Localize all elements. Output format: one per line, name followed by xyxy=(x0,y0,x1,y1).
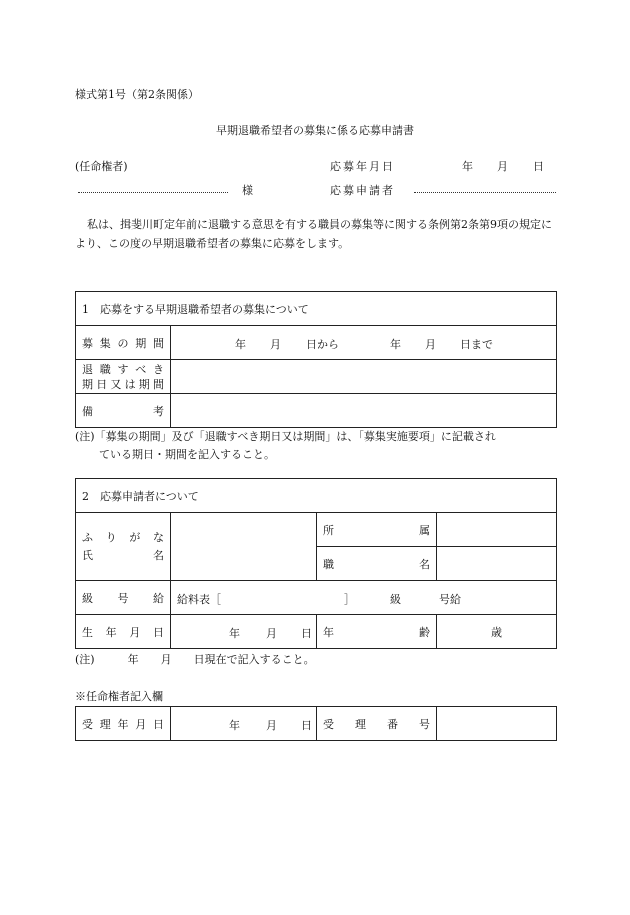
period-start-year: 年 xyxy=(235,337,246,351)
remarks-value-cell[interactable] xyxy=(171,394,557,428)
receipt-date-label: 受 理 年 月 日 xyxy=(82,717,164,731)
affiliation-label-cell xyxy=(317,513,437,547)
dob-month: 月 xyxy=(266,626,277,640)
grade-gokyu: 号給 xyxy=(439,592,461,606)
grade-label: 級 号 給 xyxy=(82,591,164,605)
salary-bracket-close: ］ xyxy=(344,592,355,606)
period-start-day: 日から xyxy=(306,337,339,351)
affiliation-label: 所 属 xyxy=(323,523,430,537)
section1-table xyxy=(75,291,557,428)
grade-value-cell[interactable] xyxy=(171,581,557,615)
age-label-cell xyxy=(317,615,437,649)
section3-table xyxy=(75,706,557,741)
apply-date-label: 応募年月日 xyxy=(330,160,395,173)
applicant-name-line[interactable] xyxy=(414,192,556,193)
affiliation-value-cell[interactable] xyxy=(437,513,557,547)
period-start-month: 月 xyxy=(270,337,281,351)
remarks-label: 備 考 xyxy=(82,404,164,418)
period-label-cell xyxy=(76,326,171,360)
name-label: 氏 名 xyxy=(82,548,164,562)
age-label: 年 齢 xyxy=(323,625,430,639)
period-value-cell[interactable] xyxy=(171,326,557,360)
furigana-label: ふ り が な xyxy=(82,530,164,544)
period-end-month: 月 xyxy=(425,337,436,351)
applicant-label: 応募申請者 xyxy=(330,184,395,197)
form-number: 様式第1号（第2条関係） xyxy=(75,88,199,101)
document-title: 早期退職希望者の募集に係る応募申請書 xyxy=(216,124,414,137)
grade-kyu: 級 xyxy=(390,592,401,606)
receipt-date-label-cell xyxy=(76,707,171,741)
age-value-cell[interactable] xyxy=(437,615,557,649)
remarks-label-cell xyxy=(76,394,171,428)
receipt-number-label-cell xyxy=(317,707,437,741)
retire-label-line2: 期 日 又 は 期 間 xyxy=(82,377,164,391)
grade-label-cell xyxy=(76,581,171,615)
section1-note-line1: (注)「募集の期間」及び「退職すべき期日又は期間」は、「募集実施要項」に記載され xyxy=(75,430,496,443)
dob-label: 生 年 月 日 xyxy=(82,625,164,639)
position-value-cell[interactable] xyxy=(437,547,557,581)
appointer-name-line[interactable] xyxy=(78,192,228,193)
period-end-day: 日まで xyxy=(460,337,493,351)
section1-note-line2: ている期日・期間を記入すること。 xyxy=(99,448,275,461)
receipt-month: 月 xyxy=(266,718,277,732)
intro-paragraph: 私は、揖斐川町定年前に退職する意思を有する職員の募集等に関する条例第2条第9項の規定により、この度の早期退職希望者の募集に応募をします。 xyxy=(75,218,552,250)
retire-label-line1: 退 職 す べ き xyxy=(82,362,164,376)
apply-month: 月 xyxy=(497,160,508,173)
period-end-year: 年 xyxy=(390,337,401,351)
section3-heading: ※任命権者記入欄 xyxy=(75,690,163,703)
receipt-number-label: 受 理 番 号 xyxy=(323,717,430,731)
section2-note: (注) 年 月 日現在で記入すること。 xyxy=(75,653,315,666)
receipt-day: 日 xyxy=(301,718,312,732)
salary-table-label: 給料表［ xyxy=(177,592,221,606)
apply-day: 日 xyxy=(533,160,544,173)
receipt-year: 年 xyxy=(229,718,240,732)
receipt-date-value-cell[interactable] xyxy=(171,707,317,741)
section2-heading: 2 応募申請者について xyxy=(76,479,557,513)
age-unit: 歳 xyxy=(491,625,502,639)
name-value-cell[interactable] xyxy=(171,513,317,581)
apply-year: 年 xyxy=(462,160,473,173)
position-label-cell xyxy=(317,547,437,581)
furigana-name-label-cell xyxy=(76,513,171,581)
retire-label-cell xyxy=(76,360,171,394)
dob-value-cell[interactable] xyxy=(171,615,317,649)
dob-year: 年 xyxy=(229,626,240,640)
section1-heading: 1 応募をする早期退職希望者の募集について xyxy=(76,292,557,326)
receipt-number-value-cell[interactable] xyxy=(437,707,557,741)
position-label: 職 名 xyxy=(323,557,430,571)
dob-day: 日 xyxy=(301,626,312,640)
retire-value-cell[interactable] xyxy=(171,360,557,394)
dob-label-cell xyxy=(76,615,171,649)
appointer-label: (任命権者) xyxy=(75,160,128,173)
section2-table xyxy=(75,478,557,649)
period-label: 募 集 の 期 間 xyxy=(82,336,164,350)
honorific-sama: 様 xyxy=(242,184,253,197)
